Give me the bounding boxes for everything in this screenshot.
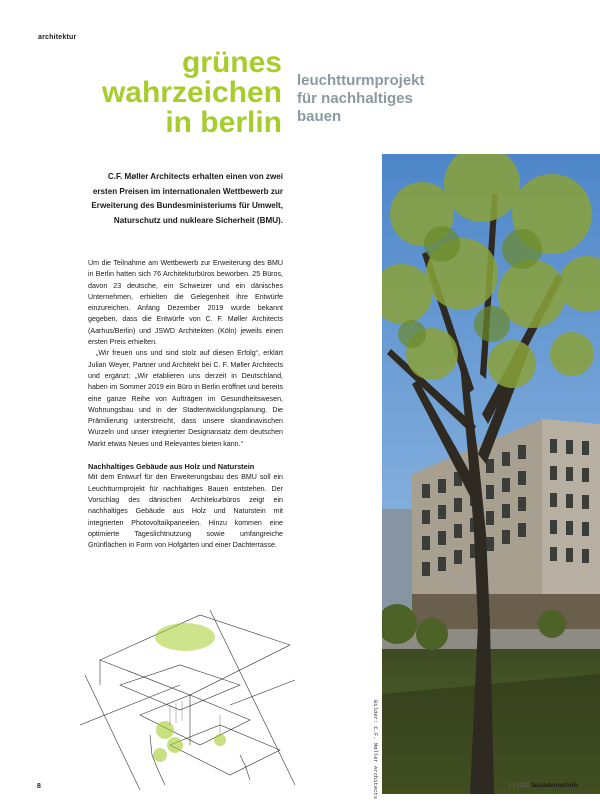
- headline-line: in berlin: [165, 106, 282, 139]
- headline-line: wahrzeichen: [101, 76, 282, 109]
- section-heading: Nachhaltiges Gebäude aus Holz und Naturstein: [88, 462, 255, 472]
- footer: [508, 783, 578, 789]
- body-paragraph: Um die Teilnahme am Wettbewerb zur Erweiterung des BMU in Berlin hatten sich 76 Architekturbüros beworben. 25 Büros, davon 23 deutsche, ein Schweizer und ein dänisches Unternehmen, erhielten die Gelegenheit ihre Entwürfe einzureichen. Anfang Dezember 2019 wurde bekannt gegeben, dass die Entwürfe von C. F. Møller Architects (Aarhus/Berlin) und JSWD Architekten (Köln) jeweils einen ersten Preis erhielten.: [88, 259, 283, 347]
- body-paragraph: „Wir freuen uns und sind stolz auf diesen Erfolg“, erklärt Julian Weyer, Partner und Architekt bei C. F. Møller Architects und ergänzt: „Wir etablieren uns derzeit in Deutschland, haben im Sommer 2019 ein Büro in Berlin eröffnet und bereits eine ganze Reihe von Aufträgen im Gesundheitswesen, Wohnungsbau und in der Stadtentwicklungsplanung. Die Prämilierung unterstreicht, dass unsere skandinavischen Wurzeln und unser integrierter Designansatz dem deutschen Markt etwas Neues und Relevantes bieten kann.“: [88, 349, 283, 448]
- headline: [102, 48, 282, 138]
- lead-paragraph: C.F. Møller Architects erhalten einen von zwei ersten Preisen im internationalen Wettbewerb zur Erweiterung des Bundesministeriums für Umwelt, Naturschutz und nukleare Sicherheit (BMU).: [91, 172, 283, 225]
- subheadline-line: bauen: [297, 108, 342, 125]
- article-body: [88, 258, 283, 551]
- building-rendering-photo: [382, 154, 600, 794]
- magazine-name: fassadentechnik: [531, 783, 579, 789]
- subheadline-line: leuchtturmprojekt: [297, 72, 425, 89]
- image-credit: [369, 700, 381, 800]
- subheadline: [297, 72, 425, 126]
- headline-line: grünes: [181, 46, 282, 79]
- body-paragraph: Mit dem Entwurf für den Erweiterungsbau des BMU soll ein Leuchtturmprojekt für nachhaltiges Bauen entstehen. Der Vorschlag des dänischen Architekurbüros zeigt ein nachhaltiges Gebäude aus Holz und Naturstein mit integrierten Photovoltaikpaneelen. Hinzu kommen eine optimierte Tageslichtnutzung sowie umfangreiche Grünflächen in Form von Hofgärten und einer Dachterrasse.: [88, 473, 283, 550]
- section-label: architektur: [38, 34, 77, 41]
- subheadline-line: für nachhaltiges: [297, 90, 413, 107]
- architectural-sketch: [80, 605, 300, 790]
- image-credit-text: Bilder: C.F. Møller Architects: [372, 700, 379, 800]
- page-number: 8: [37, 783, 41, 790]
- issue-number: 1 | 2020: [508, 783, 530, 789]
